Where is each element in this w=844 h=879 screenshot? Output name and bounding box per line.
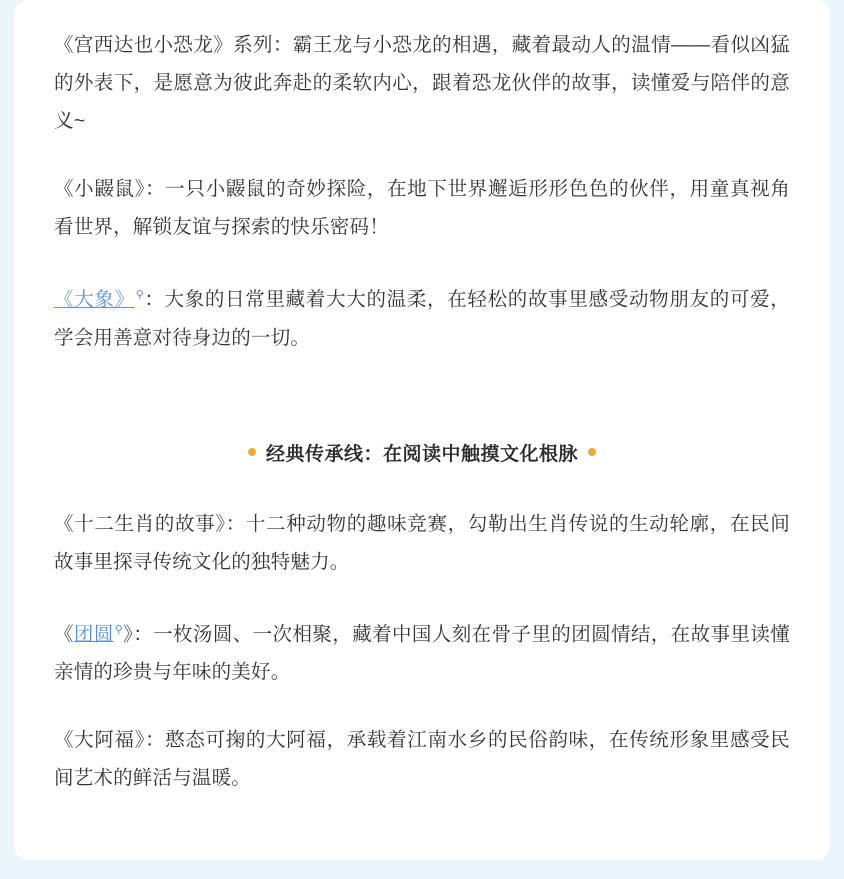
section-heading <box>54 439 790 471</box>
link-elephant[interactable]: 《大象》 <box>54 288 135 311</box>
bullet-right-icon <box>588 448 596 456</box>
paragraph-zodiac: 《十二生肖的故事》：十二种动物的趣味竞赛，勾勒出生肖传说的生动轮廓，在民间故事里探寻传统文化的独特魅力。 <box>54 512 790 573</box>
paragraph-reunion <box>54 611 790 692</box>
paragraph-reunion-close: 》 <box>122 623 134 645</box>
paragraph-dafu: 《大阿福》：憨态可掬的大阿福，承载着江南水乡的民俗韵味，在传统形象里感受民间艺术的鲜活与温暖。 <box>54 729 790 789</box>
search-icon[interactable]: ⚲ <box>135 289 144 301</box>
paragraph-reunion-open: 《 <box>54 623 74 645</box>
paragraph-mole: 《小鼹鼠》：一只小鼹鼠的奇妙探险，在地下世界邂逅形形色色的伙伴，用童真视角看世界，解锁友谊与探索的快乐密码！ <box>54 178 790 238</box>
link-reunion[interactable]: 团圆 <box>73 623 114 645</box>
spacer <box>54 387 790 439</box>
paragraph-gongxi-dinosaur: 《宫西达也小恐龙》系列：霸王龙与小恐龙的相遇，藏着最动人的温情——看似凶猛的外表下，是愿意为彼此奔赴的柔软内心，跟着恐龙伙伴的故事，读懂爱与陪伴的意义~ <box>54 34 790 132</box>
paragraph-elephant-text: ：大象的日常里藏着大大的温柔，在轻松的故事里感受动物朋友的可爱，学会用善意对待身边的一切。 <box>54 288 790 349</box>
paragraph-elephant <box>54 276 790 357</box>
search-icon[interactable]: ⚲ <box>114 623 123 636</box>
article-card <box>14 0 830 860</box>
paragraph-reunion-text: ：一枚汤圆、一次相聚，藏着中国人刻在骨子里的团圆情结，在故事里读懂亲情的珍贵与年味的美好。 <box>54 623 791 683</box>
bullet-left-icon <box>248 448 256 456</box>
section-heading-label: 经典传承线：在阅读中触摸文化根脉 <box>265 443 578 465</box>
